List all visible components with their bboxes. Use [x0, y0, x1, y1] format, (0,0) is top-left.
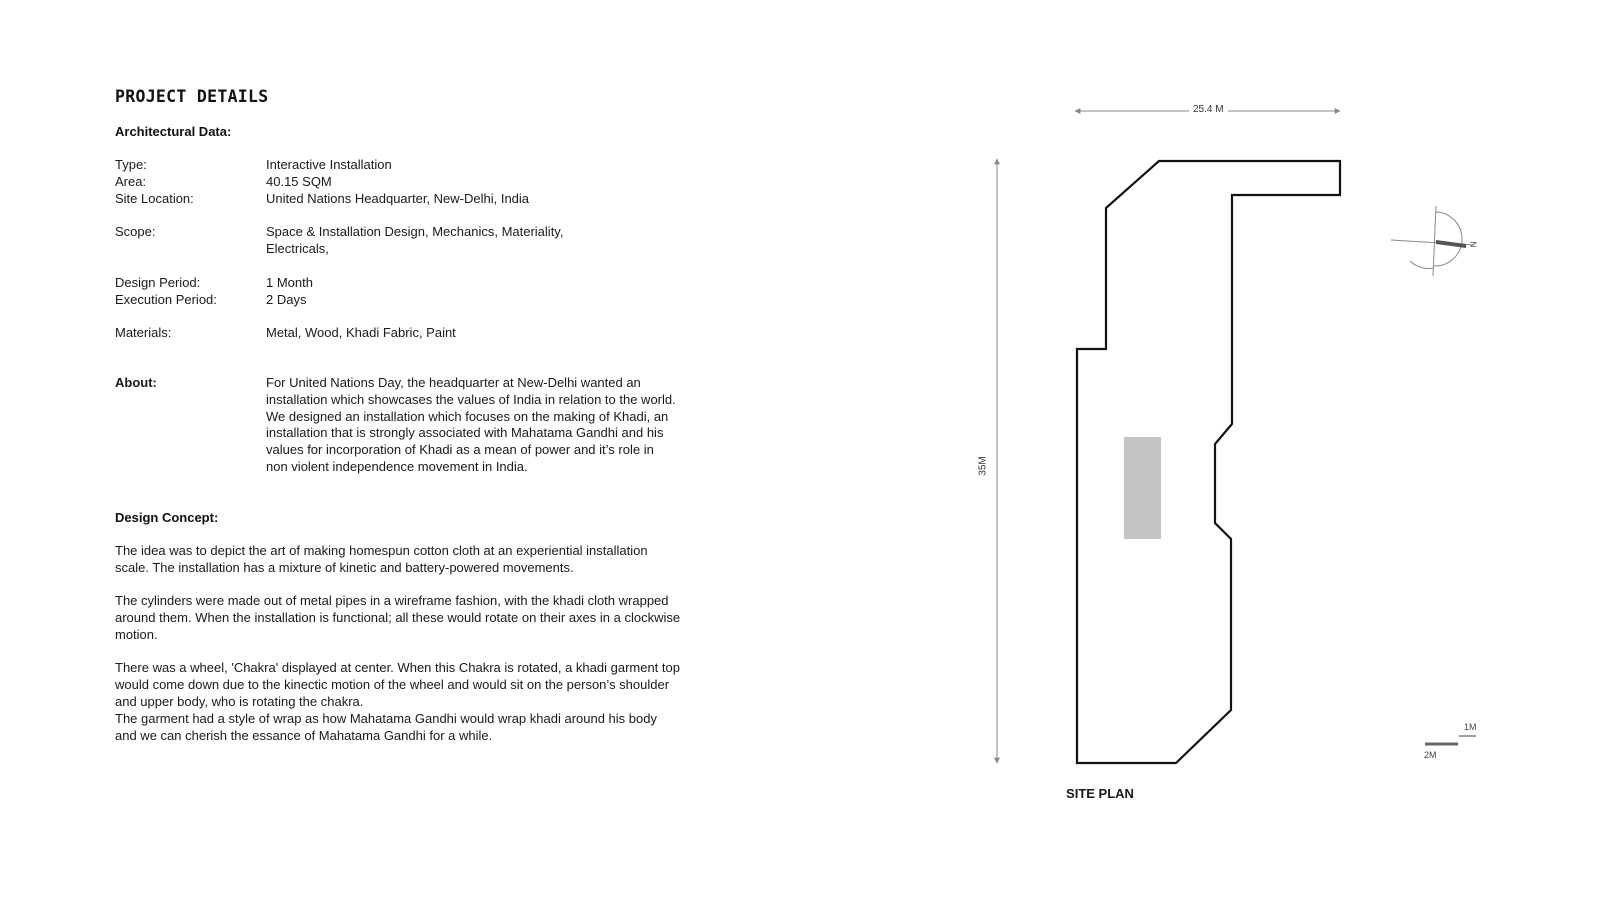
detail-value-design-period: 1 Month: [266, 275, 313, 290]
design-concept-paragraph-3: There was a wheel, 'Chakra' displayed at center. When this Chakra is rotated, a khadi garment top would come down due to the kinectic motion of the wheel and would sit on the person’s shoulder and upper body, who is rotating the chakra.: [115, 660, 680, 709]
scale-bar-icon: [1425, 736, 1476, 744]
design-concept-paragraph-2: The cylinders were made out of metal pipes in a wireframe fashion, with the khadi cloth wrapped around them. When the installation is functional; all these would rotate on their axes in a clockwise motion.: [115, 593, 681, 642]
detail-label-design-period: Design Period:: [115, 275, 201, 290]
detail-value-site-location: United Nations Headquarter, New-Delhi, India: [266, 191, 530, 206]
design-concept-paragraph-4: The garment had a style of wrap as how Mahatama Gandhi would wrap khadi around his body and we can cherish the essance of Mahatama Gandhi for a while.: [115, 711, 657, 743]
site-plan-label: SITE PLAN: [1066, 786, 1134, 801]
installation-area-block: [1124, 437, 1161, 539]
about-text: For United Nations Day, the headquarter at New-Delhi wanted an installation which showcases the values of India in relation to the world. We designed an installation which focuses on the making of Khadi, an installation that is strongly associated with Mahatama Gandhi and his values for incorporation of Khadi as a mean of power and it’s role in non violent independence movement in India.: [266, 375, 676, 474]
detail-value-type: Interactive Installation: [266, 157, 392, 172]
detail-label-materials: Materials:: [115, 325, 172, 340]
site-boundary-outline: [1077, 161, 1340, 763]
detail-label-site-location: Site Location:: [115, 191, 194, 206]
detail-label-execution-period: Execution Period:: [115, 292, 217, 307]
detail-value-scope-line2: Electricals,: [266, 241, 329, 256]
north-arrow-icon: [1391, 206, 1474, 276]
detail-value-execution-period: 2 Days: [266, 292, 307, 307]
detail-label-area: Area:: [115, 174, 147, 189]
scale-label-2m: 2M: [1424, 750, 1437, 760]
north-label: N: [1468, 241, 1478, 248]
design-concept-heading: Design Concept:: [115, 510, 219, 525]
about-label: About:: [115, 375, 157, 390]
detail-label-type: Type:: [115, 157, 147, 172]
page-title: PROJECT DETAILS: [115, 87, 269, 106]
detail-label-scope: Scope:: [115, 224, 156, 239]
architectural-data-heading: Architectural Data:: [115, 124, 232, 139]
detail-value-area: 40.15 SQM: [266, 174, 332, 189]
width-dimension-label: 25.4 M: [1189, 104, 1228, 115]
detail-value-scope-line1: Space & Installation Design, Mechanics, Materiality,: [266, 224, 564, 239]
scale-label-1m: 1M: [1464, 722, 1477, 732]
design-concept-paragraph-1: The idea was to depict the art of making homespun cotton cloth at an experiential installation scale. The installation has a mixture of kinetic and battery-powered movements.: [115, 543, 648, 575]
detail-value-materials: Metal, Wood, Khadi Fabric, Paint: [266, 325, 456, 340]
height-dimension-label: 35M: [978, 452, 989, 479]
